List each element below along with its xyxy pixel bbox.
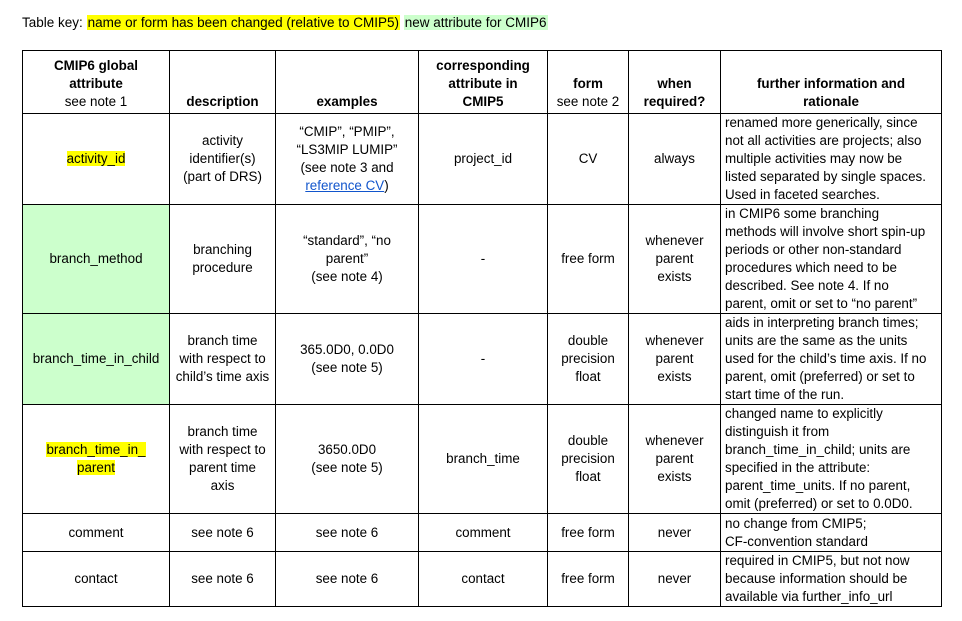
rows.3.form-line: float [575, 469, 601, 484]
table-row [23, 205, 942, 314]
rows.5.description-line: see note 6 [191, 571, 254, 586]
further-info-cell [721, 314, 942, 405]
attribute-name-part: branch_method [49, 251, 143, 266]
table-row [23, 405, 942, 514]
rows.3.description-line: parent time [189, 460, 256, 475]
further-info-cell [721, 114, 942, 205]
rows.3.description-line: branch time [187, 424, 258, 439]
rows.0.info-line: listed separated by single spaces. [725, 169, 926, 184]
rows.3.description-line: with respect to [179, 442, 266, 457]
rows.2.when-line: whenever [645, 333, 704, 348]
examples-cell [276, 114, 419, 205]
attribute-name-part: branch_time_in_child [32, 351, 160, 366]
attribute-name [74, 571, 117, 586]
rows.0.info-line: multiple activities may now be [725, 151, 903, 166]
attribute-name-part: comment [68, 524, 124, 540]
further-info-cell [721, 205, 942, 314]
cmip5-attribute-cell: branch_time [419, 405, 548, 514]
rows.1.examples-line: (see note 4) [311, 269, 383, 284]
form-cell [548, 314, 629, 405]
when-required-cell [629, 405, 721, 514]
form-cell [548, 205, 629, 314]
rows.1.description-line: procedure [192, 260, 253, 275]
examples-cell [276, 314, 419, 405]
rows.3.info-line: specified in the attribute: [725, 460, 871, 475]
key-changed-swatch: name or form has been changed (relative to CMIP5) [87, 15, 399, 30]
cmip5-attribute-cell: - [419, 205, 548, 314]
attribute-name-part: parent [77, 460, 115, 475]
rows.2.info-line: aids in interpreting branch times; [725, 315, 919, 330]
further-info-cell [721, 552, 942, 607]
rows.1.info-line: parent, omit or set to “no parent” [725, 296, 918, 311]
rows.2.when-line: exists [657, 369, 692, 384]
header-when: when required? [629, 51, 721, 114]
rows.1.when-line: parent [655, 251, 694, 266]
rows.1.info-line: procedures which need to be [725, 260, 897, 275]
form-cell [548, 514, 629, 552]
reference-cv-link[interactable]: reference CV [305, 178, 385, 193]
header-examples: examples [276, 51, 419, 114]
rows.0.examples-line: “LS3MIP LUMIP” [296, 142, 398, 157]
rows.1.info-line: methods will involve short spin-up [725, 224, 926, 239]
rows.2.info-line: units are the same as the units [725, 333, 908, 348]
examples-cell [276, 552, 419, 607]
attribute-name-part: branch_time_in_ [46, 442, 146, 457]
table-key-label: Table key: [22, 15, 83, 30]
examples-cell [276, 405, 419, 514]
cmip5-attribute-cell: comment [419, 514, 548, 552]
attribute-name-cell [23, 552, 170, 607]
form-cell [548, 114, 629, 205]
rows.3.examples-line: 3650.0D0 [317, 442, 377, 457]
rows.2.description-line: branch time [187, 333, 258, 348]
form-cell [548, 552, 629, 607]
rows.3.when-line: whenever [645, 433, 704, 448]
rows.5.form-line: free form [561, 571, 615, 586]
rows.0.description-line: activity [202, 133, 243, 148]
rows.0.description-line: (part of DRS) [183, 169, 262, 184]
rows.5.info-line: required in CMIP5, but not now [725, 553, 910, 568]
rows.0.form-line: CV [578, 151, 598, 166]
rows.2.description-line: child’s time axis [175, 369, 270, 384]
attribute-name-cell [23, 114, 170, 205]
description-cell [170, 114, 276, 205]
cmip5-attribute-cell: project_id [419, 114, 548, 205]
global-attributes-table [22, 50, 942, 607]
rows.1.description-line: branching [193, 242, 252, 257]
rows.1.when-line: whenever [645, 233, 704, 248]
attribute-name [68, 525, 123, 540]
attribute-name [67, 151, 126, 166]
rows.0.info-line: renamed more generically, since [725, 115, 918, 130]
rows.0.info-line: Used in faceted searches. [725, 187, 880, 202]
table-row [23, 552, 942, 607]
description-cell [170, 552, 276, 607]
rows.2.info-line: used for the child’s time axis. If no [725, 351, 927, 366]
when-required-cell [629, 205, 721, 314]
description-cell [170, 314, 276, 405]
table-header-row [23, 51, 942, 114]
rows.4.description-line: see note 6 [191, 524, 254, 540]
rows.1.examples-line: “standard”, “no [303, 233, 391, 248]
rows.3.info-line: distinguish it from [725, 424, 830, 439]
rows.2.info-line: start time of the run. [725, 387, 845, 402]
rows.3.when-line: parent [655, 451, 694, 466]
when-required-cell [629, 114, 721, 205]
header-form: form see note 2 [548, 51, 629, 114]
description-cell [170, 514, 276, 552]
rows.0.examples-line: “CMIP”, “PMIP”, [299, 124, 395, 139]
table-row [23, 314, 942, 405]
attribute-name-part: activity_id [66, 151, 126, 166]
form-cell [548, 405, 629, 514]
rows.3.info-line: changed name to explicitly [725, 406, 883, 421]
rows.1.when-line: exists [657, 269, 692, 284]
header-attribute: CMIP6 global attribute see note 1 [23, 51, 170, 114]
rows.3.when-line: exists [657, 469, 692, 484]
key-new-swatch: new attribute for CMIP6 [404, 15, 547, 30]
rows.4.info-line: CF-convention standard [725, 533, 868, 549]
examples-cell [276, 514, 419, 552]
rows.5.examples-line: see note 6 [315, 571, 379, 586]
rows.3.form-line: double [567, 433, 609, 448]
rows.4.when-line: never [657, 524, 692, 540]
rows.3.info-line: parent_time_units. If no parent, [725, 478, 911, 493]
rows.2.examples-line: (see note 5) [311, 360, 383, 375]
rows.2.examples-line: 365.0D0, 0.0D0 [300, 342, 394, 357]
attribute-name [33, 351, 160, 366]
attribute-name-cell [23, 514, 170, 552]
description-cell [170, 205, 276, 314]
rows.2.description-line: with respect to [179, 351, 266, 366]
when-required-cell [629, 514, 721, 552]
rows.4.examples-line: see note 6 [315, 524, 379, 540]
cmip5-attribute-cell: contact [419, 552, 548, 607]
rows.1.info-line: described. See note 4. If no [725, 278, 889, 293]
rows.0.examples-line: (see note 3 and [300, 160, 394, 175]
rows.3.info-line: omit (preferred) or set to 0.0D0. [725, 496, 913, 511]
further-info-cell [721, 405, 942, 514]
rows.0.info-line: not all activities are projects; also [725, 133, 922, 148]
rows.4.form-line: free form [561, 524, 615, 540]
header-info: further information and rationale [721, 51, 942, 114]
table-row [23, 114, 942, 205]
examples-link-line [278, 177, 416, 195]
header-cmip5: corresponding attribute in CMIP5 [419, 51, 548, 114]
rows.2.form-line: double [567, 333, 609, 348]
examples-cell [276, 205, 419, 314]
attribute-name-cell [23, 314, 170, 405]
rows.3.info-line: branch_time_in_child; units are [725, 442, 911, 457]
cmip5-attribute-cell: - [419, 314, 548, 405]
rows.5.when-line: never [657, 571, 692, 586]
attribute-name-cell [23, 205, 170, 314]
rows.1.form-line: free form [561, 251, 615, 266]
rows.3.form-line: precision [561, 451, 615, 466]
attribute-name-cell [23, 405, 170, 514]
attribute-name [49, 251, 142, 266]
rows.2.when-line: parent [655, 351, 694, 366]
rows.0.description-line: identifier(s) [189, 151, 256, 166]
rows.1.info-line: in CMIP6 some branching [725, 206, 880, 221]
attribute-name-part: contact [74, 571, 118, 586]
rows.5.info-line: because information should be [725, 571, 908, 586]
rows.4.info-line: no change from CMIP5; [725, 515, 867, 531]
examples-tail: ) [384, 178, 389, 193]
further-info-cell [721, 514, 942, 552]
rows.1.info-line: periods or other non-standard [725, 242, 902, 257]
description-cell [170, 405, 276, 514]
rows.1.examples-line: parent” [325, 251, 369, 266]
rows.0.when-line: always [654, 151, 695, 166]
rows.2.info-line: parent, omit (preferred) or set to [725, 369, 915, 384]
rows.3.description-line: axis [210, 478, 235, 493]
attribute-name [46, 442, 145, 475]
table-key [22, 14, 548, 32]
when-required-cell [629, 552, 721, 607]
when-required-cell [629, 314, 721, 405]
rows.5.info-line: available via further_info_url [725, 589, 893, 604]
rows.2.form-line: precision [561, 351, 615, 366]
rows.3.examples-line: (see note 5) [311, 460, 383, 475]
rows.2.form-line: float [575, 369, 601, 384]
header-description: description [170, 51, 276, 114]
table-row [23, 514, 942, 552]
